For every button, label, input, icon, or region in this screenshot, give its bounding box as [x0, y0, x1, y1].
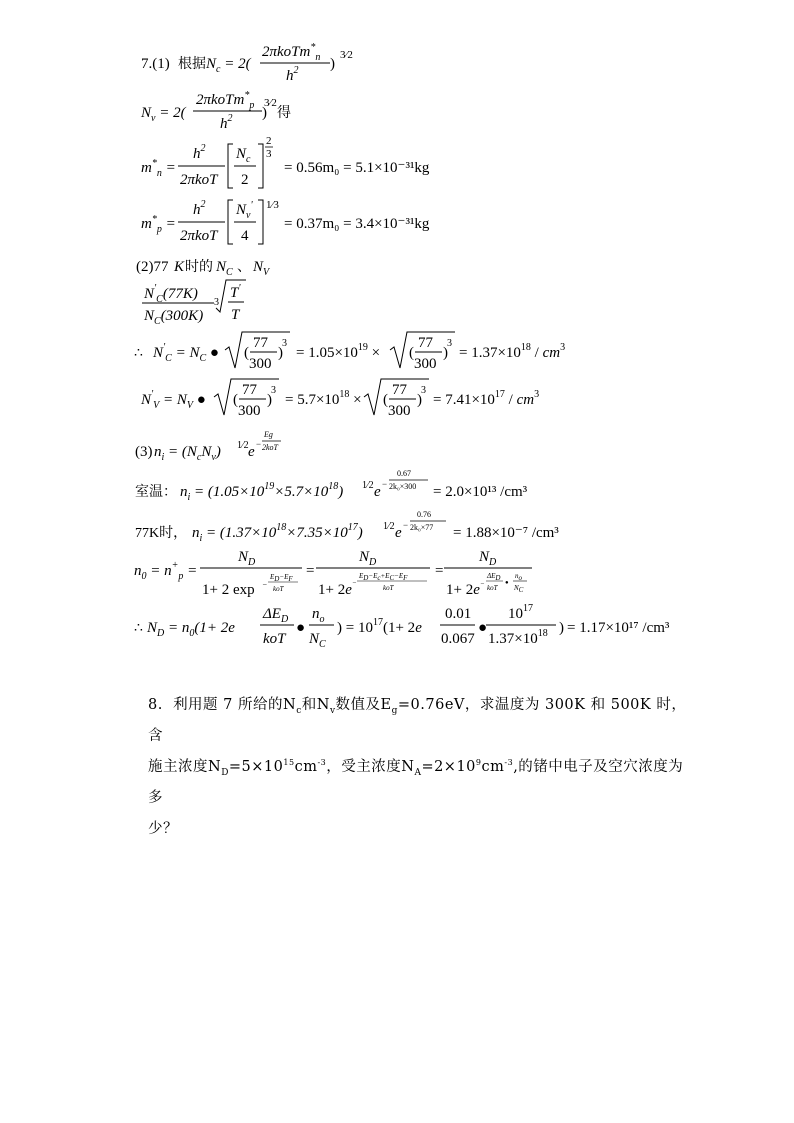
svg-text:4: 4 — [241, 228, 249, 244]
room-temp-result: = 2.0×10¹³ /cm³ — [433, 484, 528, 500]
svg-text:∴: ∴ — [134, 346, 143, 361]
svg-text:2πkoTm*n: 2πkoTm*$_n$ — [262, 42, 321, 63]
svg-text:ni = (NcNv): $n_i = (N_cN_v)$ — [154, 444, 221, 463]
svg-text:77: 77 — [253, 335, 268, 351]
svg-text:1.37×1018: $1.37\times 10^{18}$ — [488, 628, 548, 647]
svg-text:1⁄2: 1⁄2 — [383, 521, 395, 532]
svg-text:(: ( — [409, 345, 414, 361]
svg-text:2: 2 — [241, 172, 249, 188]
svg-text:(: ( — [233, 392, 238, 408]
svg-text:=: = — [306, 563, 315, 579]
svg-text:): ) — [443, 345, 448, 361]
svg-text:NC: $N_C$ — [216, 259, 233, 278]
svg-text:1017: $10^{17}$ — [508, 603, 533, 622]
svg-text:no: $n_o$ — [312, 606, 325, 625]
nv-prime-formula — [140, 379, 539, 419]
svg-text:1⁄2: 1⁄2 — [237, 440, 249, 451]
svg-text:ND: $N_D$ — [479, 549, 497, 568]
svg-text:1+ 2 exp: 1+ 2 exp — [202, 582, 255, 598]
svg-text:NC(300K): $N_C(300K)$ — [144, 308, 204, 327]
problem-8-line-2: 施主浓度$N_D=5\times 10^{15}cm^{-3}$，受主浓度$N_A=2\times 10^9cm^{-3}$,的锗中电子及空穴浓度为多 — [148, 758, 684, 806]
low-temp-result: = 1.88×10⁻⁷ /cm³ — [453, 525, 559, 541]
svg-text:n0 = n+p =: $n_0 = n^+_p$ = — [134, 560, 198, 582]
problem-8-line-3: 少？ — [148, 821, 178, 837]
svg-text:): ) — [417, 392, 422, 408]
svg-text:ΔED: $\Delta E_D$ — [263, 606, 289, 625]
svg-text:K: K — [174, 259, 185, 275]
svg-text:=: = — [435, 563, 444, 579]
svg-text:e: e — [248, 444, 255, 460]
svg-text:−: − — [403, 520, 409, 530]
svg-text:●: ● — [505, 580, 509, 586]
svg-text:= 1.05×1019 ×: = $1.05\times 10^{19}$ × — [296, 342, 381, 361]
svg-text:2k₀×77: 2k₀×77 — [410, 523, 434, 532]
svg-text:3⁄2: 3⁄2 — [340, 49, 353, 61]
svg-text:3: 3 — [214, 297, 219, 308]
svg-text:e: e — [374, 484, 381, 500]
svg-text:77: 77 — [418, 335, 433, 351]
svg-text:−: − — [256, 439, 262, 449]
svg-text:300: 300 — [414, 356, 437, 372]
svg-text:ND = n0(1+ 2e: $N_D = n_0(1+ 2e$ — [147, 620, 235, 639]
obtain-label: 得 — [277, 106, 291, 121]
svg-text:2k₀×300: 2k₀×300 — [389, 482, 417, 491]
svg-text:NV: $N_V$ — [253, 259, 270, 278]
problem-8 — [148, 690, 696, 845]
svg-text:): ) — [262, 105, 267, 121]
mn-result: = 0.56m₀ = 5.1×10⁻³¹kg — [284, 160, 430, 176]
svg-text:Nc: $N_c$ — [236, 146, 251, 165]
nc-formula — [141, 42, 353, 84]
svg-text:N'V = NV ●: $N'_V = N_V$ ● — [141, 389, 206, 411]
svg-text:−: − — [480, 580, 485, 588]
svg-text:2πkoT: 2πkoT — [180, 228, 218, 244]
svg-text:2πkoTm*p: 2πkoTm*$_p$ — [196, 90, 255, 111]
nd-result: = 1.17×10¹⁷ /cm³ — [567, 620, 670, 636]
svg-text:77: 77 — [242, 382, 257, 398]
svg-text:T': T' — [230, 283, 241, 301]
room-temp-formula — [135, 469, 528, 503]
svg-text:1⁄3: 1⁄3 — [266, 199, 279, 211]
svg-text:T: T — [231, 307, 240, 323]
svg-text:ni = (1.05×1019×5.7×1018): $n_i = (1.05\times 10^{19}\times 5.7\times 10^{18})$ — [180, 481, 344, 503]
svg-text:): ) — [559, 620, 564, 636]
svg-text:h2: $h^2$ — [286, 65, 299, 84]
svg-text:∴: ∴ — [134, 621, 143, 636]
svg-text:): ) — [267, 392, 272, 408]
svg-text:300: 300 — [249, 356, 272, 372]
svg-text:koT: koT — [487, 584, 498, 592]
svg-text:(3): (3) — [135, 444, 153, 460]
svg-text:300: 300 — [238, 403, 261, 419]
svg-text:3: 3 — [271, 385, 276, 396]
low-temp-formula — [135, 510, 559, 544]
svg-text:= 5.7×1018 ×: = $5.7\times 10^{18}$ × — [285, 389, 362, 408]
svg-text:1+ 2e: 1+ 2e — [318, 582, 352, 598]
svg-text:): ) — [278, 345, 283, 361]
svg-text:ND: $N_D$ — [359, 549, 377, 568]
svg-text:77: 77 — [392, 382, 407, 398]
nd-formula — [134, 603, 670, 650]
svg-text:ni = (1.37×1018×7.35×1017): $n_i = (1.37\times 10^{18}\times 7.35\times 10^{17})$ — [192, 522, 363, 544]
svg-text:) = 1017(1+ 2e: ) = $10^{17}(1+ 2e$ — [337, 617, 422, 636]
svg-text:Nv = 2(: $N_v = 2$( — [141, 105, 186, 124]
svg-text:300: 300 — [388, 403, 411, 419]
svg-text:): ) — [330, 56, 335, 72]
svg-text:koT: koT — [263, 631, 286, 647]
svg-text:77K时，: 77K时， — [135, 526, 188, 541]
svg-text:ΔED: ΔED — [487, 572, 501, 582]
svg-text:3: 3 — [421, 385, 426, 396]
svg-text:3: 3 — [282, 338, 287, 349]
svg-text:0.01: 0.01 — [445, 606, 472, 622]
according-to-label: 根据 — [178, 57, 206, 72]
svg-text:Nc = 2(: $N_c = 2$( — [206, 56, 251, 75]
mp-formula — [141, 199, 430, 244]
svg-text:Nv': $N_v'$ — [236, 200, 253, 221]
svg-text:2: 2 — [266, 135, 272, 147]
svg-text:0.067: 0.067 — [441, 631, 475, 647]
svg-text:N'C = NC ●: $N'_C = N_C$ ● — [153, 342, 219, 364]
svg-text:koT: koT — [383, 584, 394, 592]
svg-text:(: ( — [244, 345, 249, 361]
svg-text:= 7.41×1017 / cm3: = $7.41\times 10^{17} / cm^3$ — [433, 389, 540, 408]
svg-text:m*p =: $m^*_p$ = — [141, 214, 176, 235]
part2-heading — [136, 259, 271, 278]
svg-text:●: ● — [296, 620, 306, 636]
svg-text:h2: $h^2$ — [193, 143, 206, 162]
svg-text:N'C(77K): $N'_C(77K)$ — [144, 283, 198, 305]
svg-text:NC: $N_C$ — [309, 631, 326, 650]
svg-text:1+ 2e: 1+ 2e — [446, 582, 480, 598]
svg-text:koT: koT — [273, 585, 284, 593]
problem-8-line-1: 8. 利用题 7 所给的$N_c$和$N_v$数值及$E_g=0.76eV$，求温度为 300K 和 500K 时，含 — [148, 697, 687, 744]
svg-text:e: e — [395, 525, 402, 541]
svg-text:1⁄2: 1⁄2 — [362, 480, 374, 491]
svg-text:●: ● — [478, 620, 488, 636]
svg-text:ND: $N_D$ — [238, 549, 256, 568]
svg-text:h2: $h^2$ — [193, 199, 206, 218]
svg-text:Eg: Eg — [264, 430, 273, 439]
mp-result: = 0.37m₀ = 3.4×10⁻³¹kg — [284, 216, 430, 232]
svg-text:室温：: 室温： — [135, 485, 177, 500]
svg-text:(2)77: (2)77 — [136, 259, 169, 275]
svg-text:2πkoT: 2πkoT — [180, 172, 218, 188]
mn-formula — [141, 135, 430, 188]
nv-formula — [140, 90, 291, 132]
svg-text:0.67: 0.67 — [397, 469, 411, 478]
svg-text:0.76: 0.76 — [417, 510, 431, 519]
svg-text:、: 、 — [237, 260, 251, 275]
n0-formula — [134, 549, 532, 598]
svg-text:时的: 时的 — [185, 260, 213, 275]
ni-formula — [135, 430, 281, 463]
svg-text:3: 3 — [266, 148, 272, 160]
svg-text:ED−Ec+EC−EF: ED−Ec+EC−EF — [359, 572, 408, 582]
svg-text:3: 3 — [447, 338, 452, 349]
svg-text:−: − — [262, 580, 268, 589]
svg-text:(: ( — [383, 392, 388, 408]
svg-text:−: − — [352, 579, 357, 587]
svg-text:m*n =: $m^*_n$ = — [141, 158, 176, 179]
svg-text:h2: $h^2$ — [220, 113, 233, 132]
svg-text:NC: NC — [514, 584, 524, 594]
svg-text:= 1.37×1018 / cm3: = $1.37\times 10^{18} / cm^3$ — [459, 342, 566, 361]
svg-text:2koT: 2koT — [262, 443, 278, 452]
svg-text:−: − — [382, 479, 388, 489]
svg-text:3⁄2: 3⁄2 — [264, 97, 277, 109]
ratio-formula — [142, 280, 246, 327]
part1-lead: 7.(1) — [141, 56, 170, 72]
svg-text:ED−EF: ED−EF — [270, 573, 293, 583]
svg-text:no: no — [515, 572, 522, 582]
nc-prime-formula — [134, 332, 565, 372]
